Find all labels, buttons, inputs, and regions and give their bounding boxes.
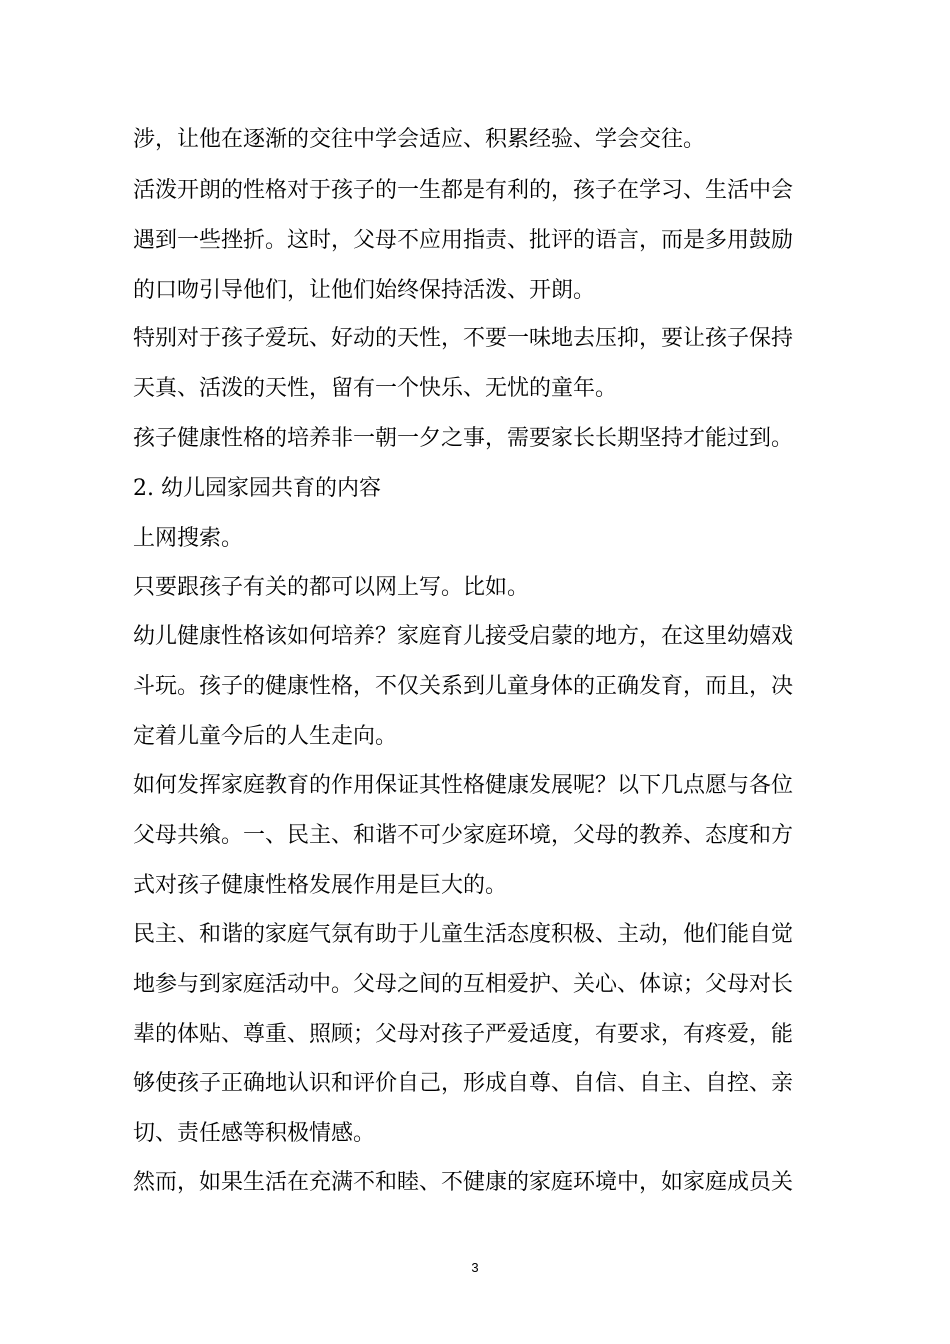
text-line: 地参与到家庭活动中。父母之间的互相爱护、关心、体谅；父母对长 bbox=[133, 972, 794, 997]
text-line: 切、责任感等积极情感。 bbox=[133, 1121, 376, 1146]
text-line: 天真、活泼的天性，留有一个快乐、无忧的童年。 bbox=[133, 376, 618, 401]
text-line: 定着儿童今后的人生走向。 bbox=[133, 724, 398, 749]
text-line: 涉，让他在逐渐的交往中学会适应、积累经验、学会交往。 bbox=[133, 127, 706, 152]
text-line: 辈的体贴、尊重、照顾；父母对孩子严爱适度，有要求，有疼爱，能 bbox=[133, 1022, 794, 1047]
section-heading: 2. 幼儿园家园共育的内容 bbox=[133, 476, 381, 501]
page-number: 3 bbox=[471, 1260, 479, 1275]
text-line: 遇到一些挫折。这时，父母不应用指责、批评的语言，而是多用鼓励 bbox=[133, 228, 794, 253]
text-line: 斗玩。孩子的健康性格，不仅关系到儿童身体的正确发育，而且，决 bbox=[133, 674, 794, 699]
text-line: 特别对于孩子爱玩、好动的天性，不要一味地去压抑，要让孩子保持 bbox=[133, 326, 794, 351]
text-line: 然而，如果生活在充满不和睦、不健康的家庭环境中，如家庭成员关 bbox=[133, 1170, 794, 1195]
text-line: 活泼开朗的性格对于孩子的一生都是有利的，孩子在学习、生活中会 bbox=[133, 178, 794, 203]
text-line: 民主、和谐的家庭气氛有助于儿童生活态度积极、主动，他们能自觉 bbox=[133, 922, 794, 947]
text-line: 只要跟孩子有关的都可以网上写。比如。 bbox=[133, 575, 530, 600]
text-line: 幼儿健康性格该如何培养？家庭育儿接受启蒙的地方，在这里幼嬉戏 bbox=[133, 624, 794, 649]
text-line: 父母共飨。一、民主、和谐不可少家庭环境，父母的教养、态度和方 bbox=[133, 823, 794, 848]
text-line: 式对孩子健康性格发展作用是巨大的。 bbox=[133, 873, 508, 898]
text-line: 孩子健康性格的培养非一朝一夕之事，需要家长长期坚持才能过到。 bbox=[133, 426, 794, 451]
text-line: 如何发挥家庭教育的作用保证其性格健康发展呢？以下几点愿与各位 bbox=[133, 773, 794, 798]
text-line: 上网搜索。 bbox=[133, 526, 244, 551]
text-line: 的口吻引导他们，让他们始终保持活泼、开朗。 bbox=[133, 278, 596, 303]
text-line: 够使孩子正确地认识和评价自己，形成自尊、自信、自主、自控、亲 bbox=[133, 1071, 794, 1096]
